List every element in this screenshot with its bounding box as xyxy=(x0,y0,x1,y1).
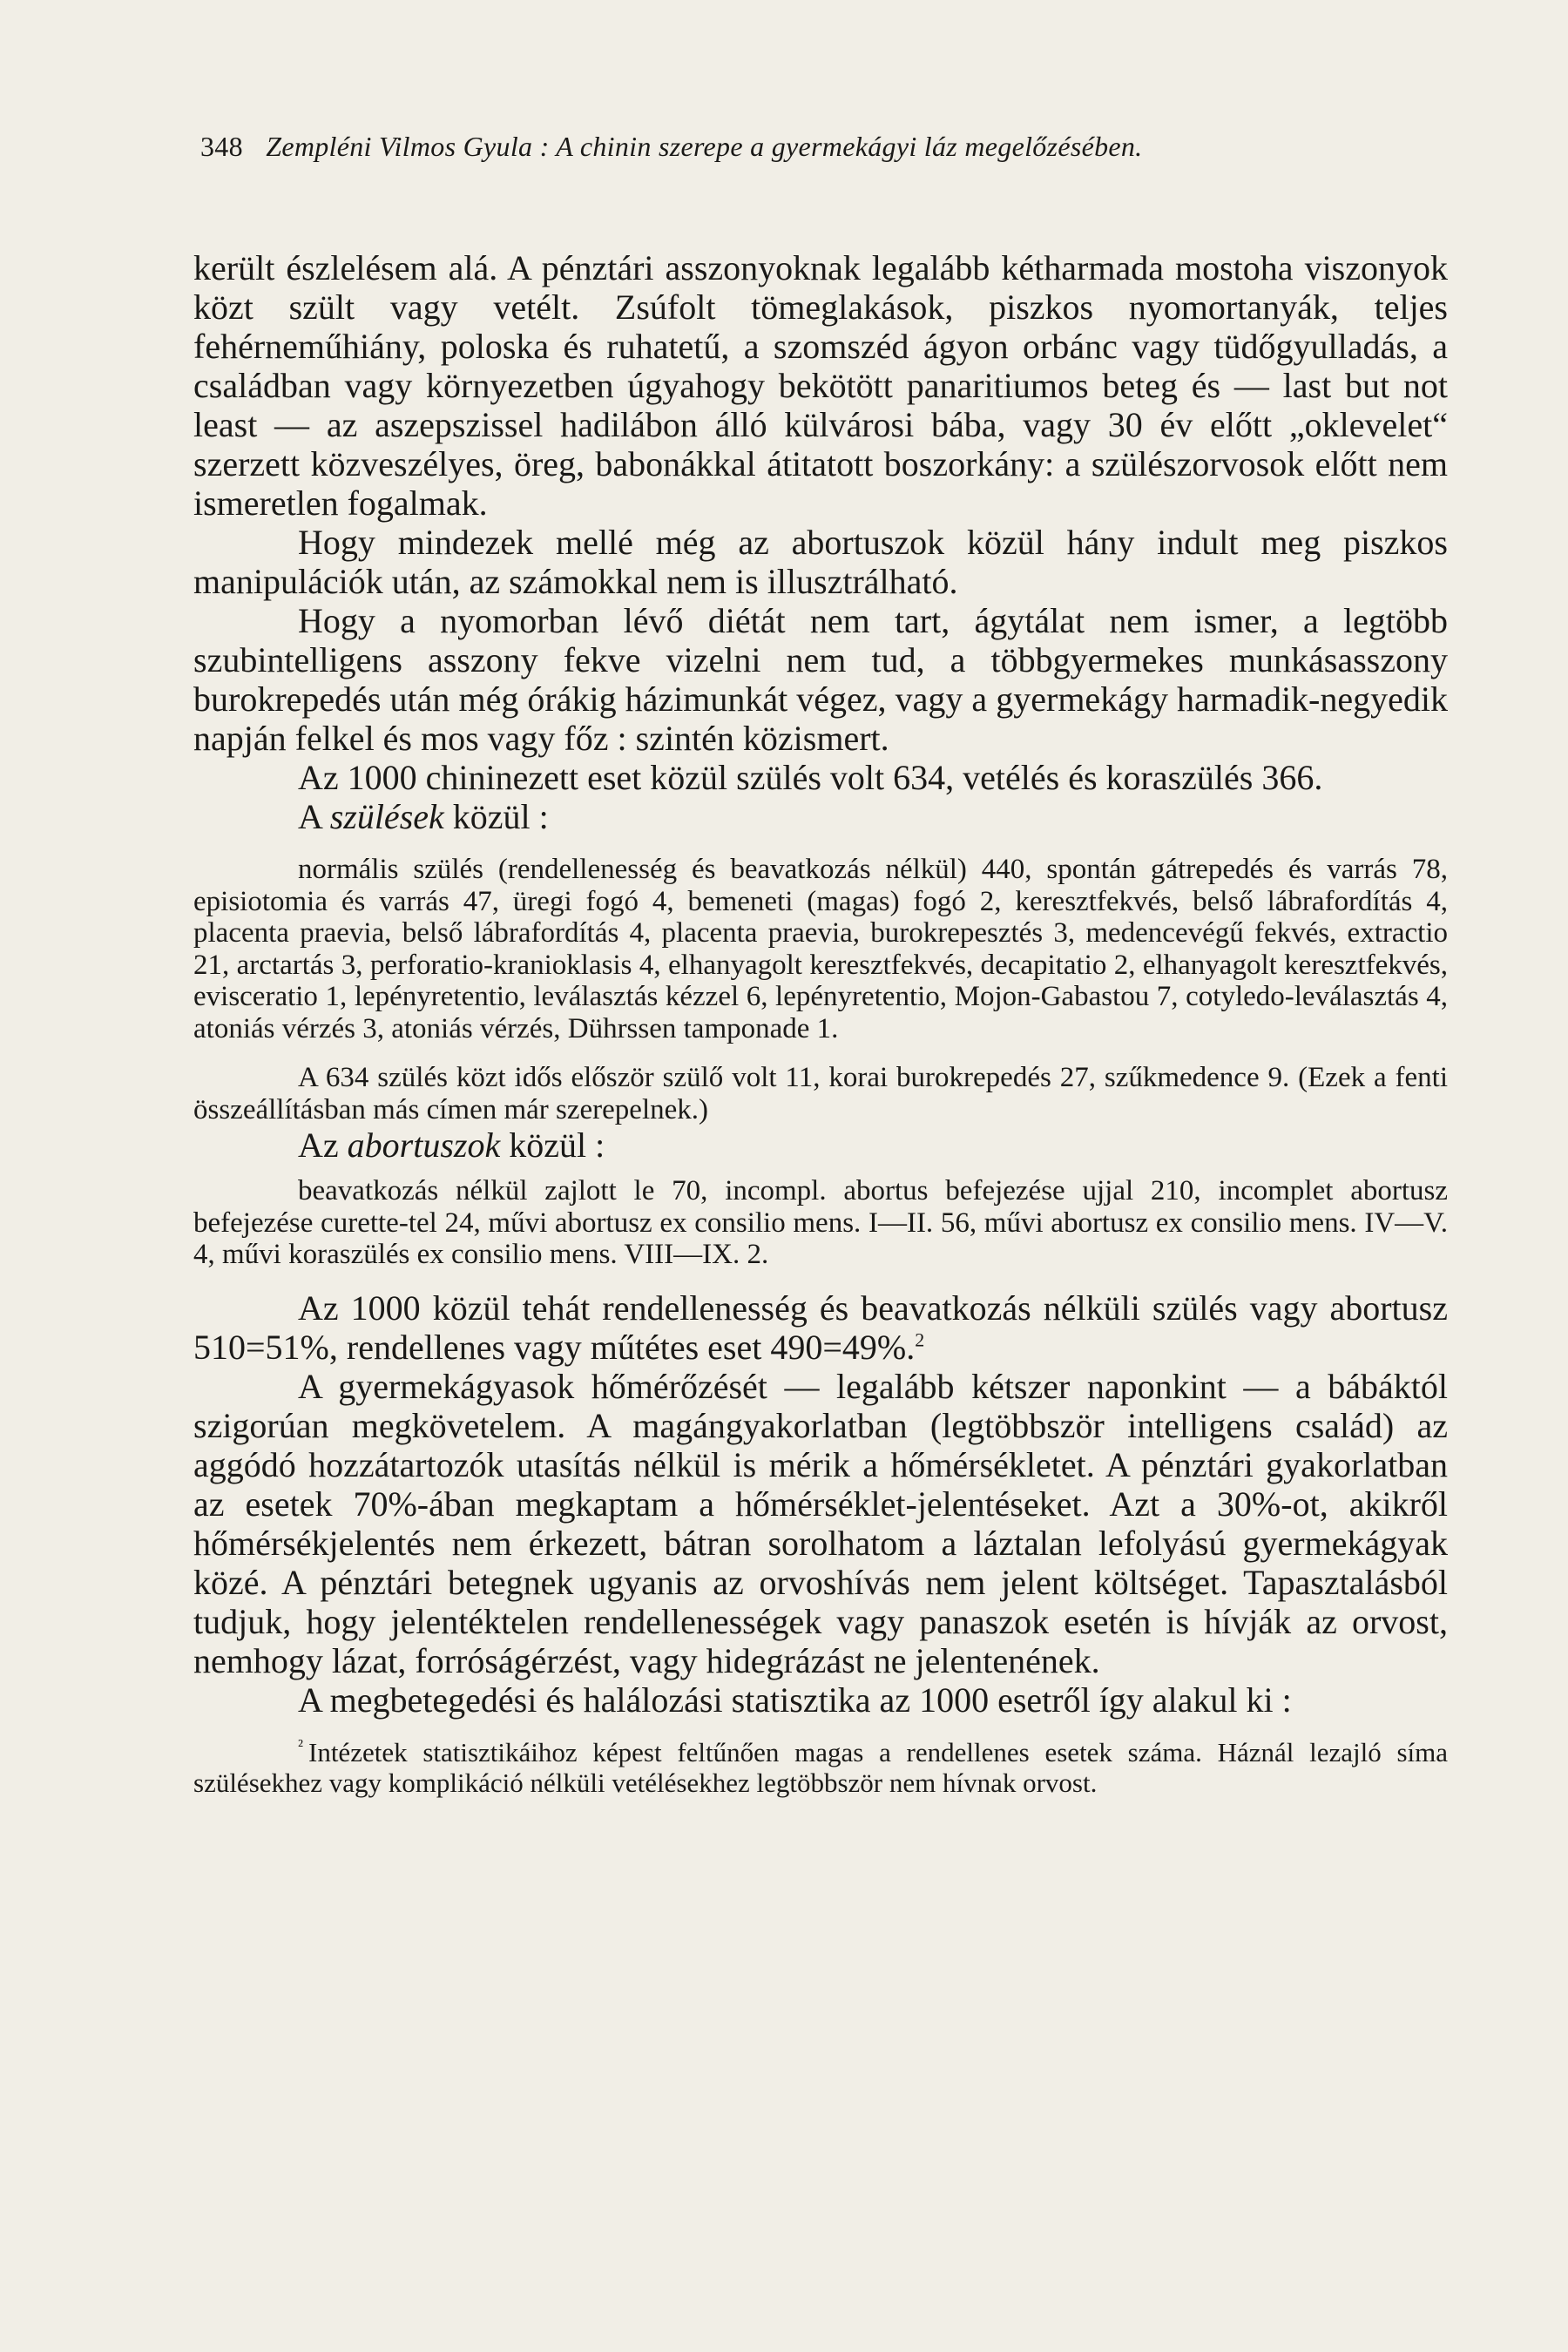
abortion-list: beavatkozás nélkül zajlott le 70, incompl. abortus befejezése ujjal 210, incomplet abortusz befejezése curette-tel 24, művi abortusz ex consilio mens. I—II. 56, művi abortusz ex consilio mens. IV—V. 4, művi koraszülés ex consilio mens. VIII—IX. 2. xyxy=(193,1175,1448,1270)
footnote xyxy=(193,1737,1448,1798)
footnote-mark: ² xyxy=(298,1736,303,1756)
abortion-heading-italic: abortuszok xyxy=(347,1125,501,1165)
abortion-heading: Az abortuszok közül : xyxy=(298,1125,605,1165)
paragraph-1: került észlelésem alá. A pénztári asszonyoknak legalább kétharmada mostoha viszonyok közt szült vagy vetélt. Zsúfolt tömeglakások, piszkos nyomortanyák, teljes fehérneműhiány, poloska és ruhatetű, a szomszéd ágyon orbánc vagy tüdőgyulladás, a családban vagy környezetben úgyahogy bekötött panaritiumos beteg és — last but not least — az aszepszissel hadilábon álló külvárosi bába, vagy 30 év előtt „oklevelet“ szerzett közveszélyes, öreg, babonákkal átitatott boszorkány: a szülészorvosok előtt nem ismeretlen fogalmak. xyxy=(193,248,1448,523)
paragraph-4: Az 1000 chininezett eset közül szülés volt 634, vetélés és koraszülés 366. xyxy=(298,758,1323,797)
article-body xyxy=(193,248,1448,1798)
paragraph-3: Hogy a nyomorban lévő diétát nem tart, ágytálat nem ismer, a legtöbb szubintelligens asszony fekve vizelni nem tud, a többgyermekes munkásasszony burokrepedés után még órákig házimunkát végez, vagy a gyermekágy harmadik-negyedik napján felkel és mos vagy főz : szintén közismert. xyxy=(193,601,1448,758)
running-title: Zempléni Vilmos Gyula : A chinin szerepe a gyermekágyi láz megelőzésében. xyxy=(266,131,1143,162)
running-header xyxy=(200,131,1437,163)
temperature-paragraph: A gyermekágyasok hőmérőzését — legalább kétszer naponkint — a bábáktól szigorúan megkövetelem. A magángyakorlatban (legtöbbször intelligens család) az aggódó hozzátartozók utasítás nélkül is mérik a hőmérsékletet. A pénztári gyakorlatban az esetek 70%-ában megkaptam a hőmérséklet-jelentéseket. Azt a 30%-ot, akikről hőmérsékjelentés nem érkezett, bátran sorolhatom a láztalan lefolyású gyermekágyak közé. A pénztári betegnek ugyanis az orvoshívás nem jelent költséget. Tapasztalásból tudjuk, hogy jelentéktelen rendellenességek vagy panaszok esetén is hívják az orvost, nemhogy lázat, forróságérzést, vagy hidegrázást ne jelentenének. xyxy=(193,1366,1448,1680)
page-number: 348 xyxy=(200,131,243,162)
births-note: A 634 szülés közt idős először szülő volt 11, korai burokrepedés 27, szűkmedence 9. (Ezek a fenti összeállításban más címen már szerepelnek.) xyxy=(193,1062,1448,1125)
footnote-reference: 2 xyxy=(915,1328,925,1351)
births-list: normális szülés (rendellenesség és beavatkozás nélkül) 440, spontán gátrepedés és varrás 78, episiotomia és varrás 47, üregi fogó 4, bemeneti (magas) fogó 2, keresztfekvés, belső lábrafordítás 4, placenta praevia, belső lábrafordítás 4, placenta praevia, burokrepesztés 3, medencevégű fekvés, extractio 21, arctartás 3, perforatio-kranioklasis 4, elhanyagolt keresztfekvés, decapitatio 2, elhanyagolt keresztfekvés, evisceratio 1, lepényretentio, leválasztás kézzel 6, lepényretentio, Mojon-Gabastou 7, cotyledo-leválasztás 4, atoniás vérzés 3, atoniás vérzés, Dührssen tamponade 1. xyxy=(193,854,1448,1044)
statistics-intro: A megbetegedési és halálozási statisztika az 1000 esetről így alakul ki : xyxy=(298,1680,1292,1720)
paragraph-2: Hogy mindezek mellé még az abortuszok közül hány indult meg piszkos manipulációk után, az számokkal nem is illusztrálható. xyxy=(193,523,1448,601)
summary-paragraph: Az 1000 közül tehát rendellenesség és beavatkozás nélküli szülés vagy abortusz 510=51%, rendellenes vagy műtétes eset 490=49%.$^2$ xyxy=(193,1288,1448,1367)
births-heading-italic: szülések xyxy=(329,797,444,836)
footnote-text: Intézetek statisztikáihoz képest feltűnően magas a rendellenes esetek száma. Háznál lezajló síma szülésekhez vagy komplikáció nélküli vetélésekhez legtöbbször nem hívnak orvost. xyxy=(193,1736,1448,1798)
births-heading: A szülések közül : xyxy=(298,797,549,836)
